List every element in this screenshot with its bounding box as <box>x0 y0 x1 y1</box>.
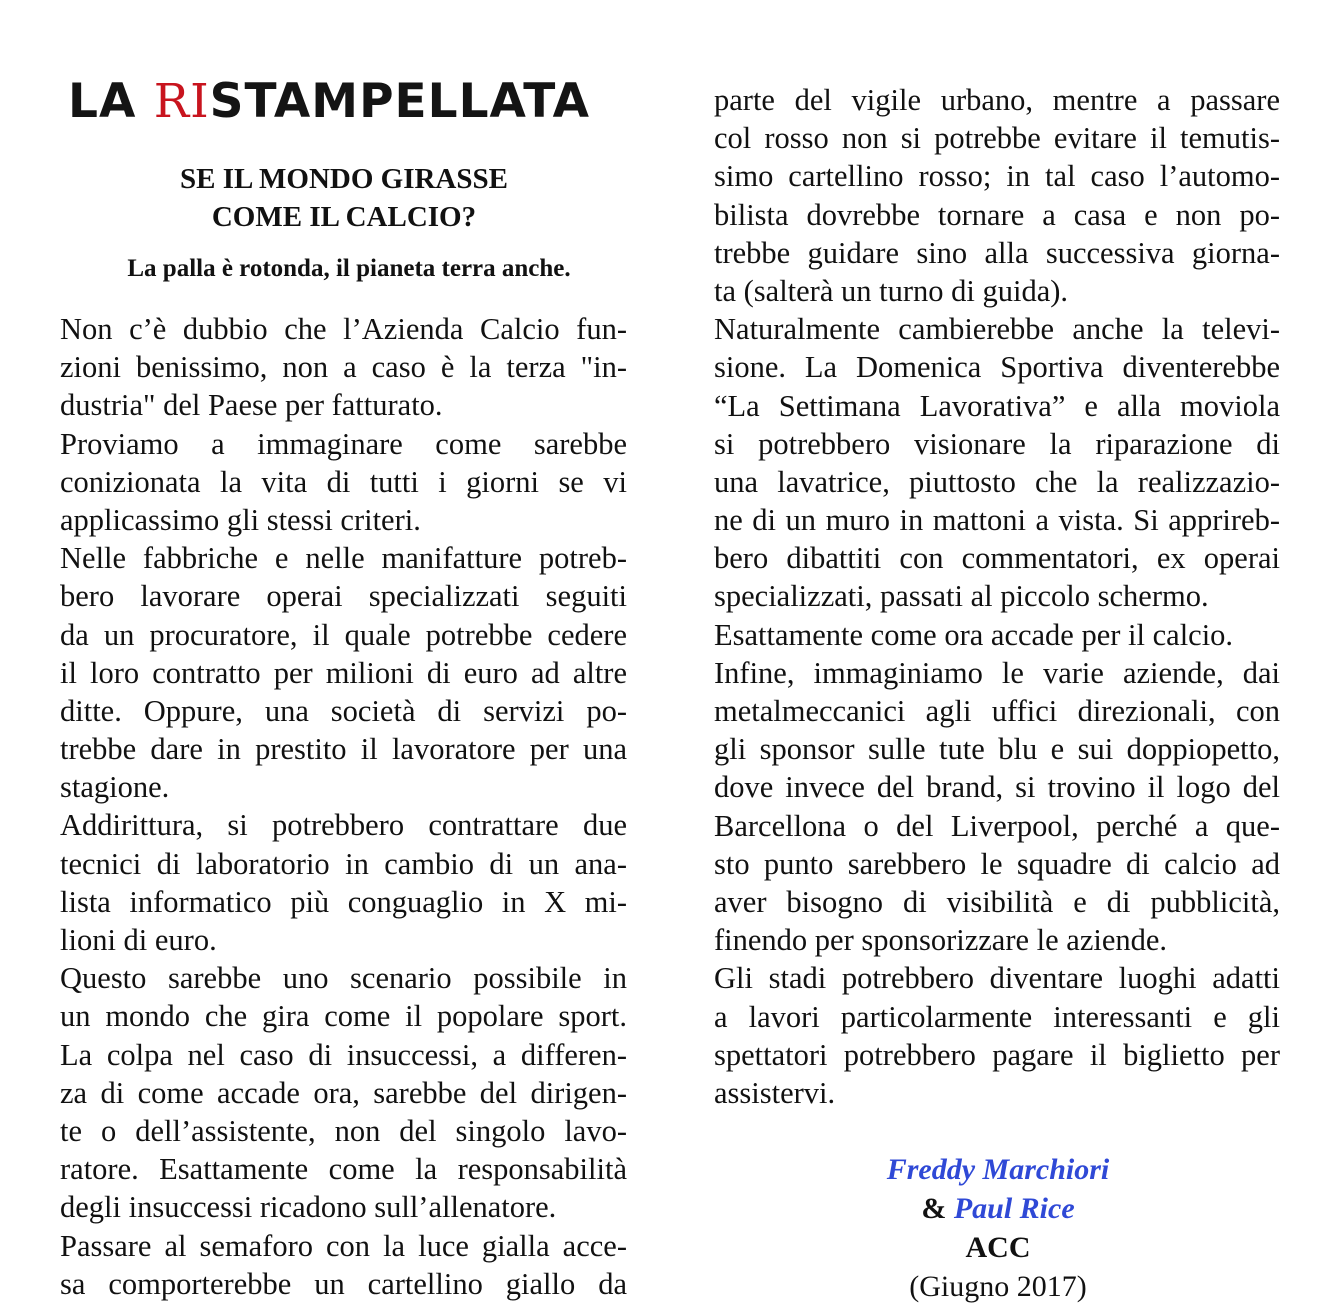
left-body-line: bero lavorare operai specializzati seguiti <box>60 579 627 614</box>
left-body-line: Passare al semaforo con la luce gialla acce- <box>60 1228 627 1263</box>
left-body-line: Proviamo a immaginare come sarebbe <box>60 426 627 461</box>
left-body-line: il loro contratto per milioni di euro ad altre <box>60 655 627 690</box>
right-body-line: a lavori particolarmente interessanti e gli <box>714 999 1280 1034</box>
right-body-line: sione. La Domenica Sportiva diventerebbe <box>714 350 1280 385</box>
masthead-prefix: LA <box>68 74 154 129</box>
left-body-line: dustria" del Paese per fatturato. <box>60 388 443 423</box>
right-body-line: Infine, immaginiamo le varie aziende, dai <box>714 655 1280 690</box>
right-body-line: bilista dovrebbe tornare a casa e non po- <box>714 197 1280 232</box>
right-body-line: una lavatrice, piuttosto che la realizzazio- <box>714 464 1280 499</box>
left-body-line: Nelle fabbriche e nelle manifatture potreb- <box>60 541 627 576</box>
right-body-line: gli sponsor sulle tute blu e sui doppiopetto, <box>714 732 1280 767</box>
left-body-line: te o dell’assistente, non del singolo lavo- <box>60 1113 627 1148</box>
masthead-logo <box>68 76 628 128</box>
masthead-suffix: STAMPELLATA <box>209 74 591 129</box>
right-body-line: si potrebbero visionare la riparazione di <box>714 426 1280 461</box>
right-body-line: ta (salterà un turno di guida). <box>714 273 1069 308</box>
headline-line-1: SE IL MONDO GIRASSE <box>180 163 508 195</box>
right-body-line: spettatori potrebbero pagare il biglietto per <box>714 1037 1280 1072</box>
article-headline <box>60 160 628 236</box>
left-body-line: lista informatico più conguaglio in X mi- <box>60 884 627 919</box>
right-body-line: trebbe guidare sino alla successiva giorna- <box>714 235 1280 270</box>
right-body-line: Barcellona o del Liverpool, perché a que- <box>714 808 1280 843</box>
right-body-line: “La Settimana Lavorativa” e alla moviola <box>714 388 1280 423</box>
author-1: Freddy Marchiori <box>886 1153 1110 1186</box>
left-body-line: sa comporterebbe un cartellino giallo da <box>60 1266 627 1301</box>
right-body-line: Esattamente come ora accade per il calcio. <box>714 617 1234 652</box>
article-body-right-column <box>714 81 1280 1112</box>
left-body-line: zioni benissimo, non a caso è la terza "in- <box>60 350 627 385</box>
right-body-line: finendo per sponsorizzare le aziende. <box>714 923 1168 958</box>
right-body-line: sto punto sarebbero le squadre di calcio ad <box>714 846 1280 881</box>
left-body-line: degli insuccessi ricadono sull’allenatore. <box>60 1190 557 1225</box>
right-body-line: simo cartellino rosso; in tal caso l’automo- <box>714 159 1280 194</box>
article-subhead: La palla è rotonda, il pianeta terra anche. <box>127 255 571 282</box>
left-body-line: ratore. Esattamente come la responsabilità <box>60 1152 627 1187</box>
right-body-line: Gli stadi potrebbero diventare luoghi adatti <box>714 961 1280 996</box>
left-body-line: trebbe dare in prestito il lavoratore per una <box>60 732 627 767</box>
right-body-line: aver bisogno di visibilità e di pubblicità, <box>714 884 1280 919</box>
left-body-line: lioni di euro. <box>60 923 217 957</box>
left-body-line: stagione. <box>60 770 170 805</box>
right-body-line: assistervi. <box>714 1075 836 1110</box>
right-body-line: Naturalmente cambierebbe anche la televi- <box>714 312 1280 347</box>
author-2-row <box>840 1189 1156 1228</box>
left-body-line: applicassimo gli stessi criteri. <box>60 502 421 537</box>
left-body-line: tecnici di laboratorio in cambio di un ana- <box>60 846 627 881</box>
left-body-line: ditte. Oppure, una società di servizi po- <box>60 693 627 728</box>
right-body-line: parte del vigile urbano, mentre a passare <box>714 83 1280 117</box>
article-body-left-column <box>60 310 627 1303</box>
headline-line-2: COME IL CALCIO? <box>211 201 477 233</box>
right-body-line: specializzati, passati al piccolo schermo. <box>714 579 1209 614</box>
right-body-line: ne di un muro in mattoni a vista. Si apprireb- <box>714 503 1280 538</box>
article-signature <box>840 1150 1156 1306</box>
left-body-line: da un procuratore, il quale potrebbe cedere <box>60 617 627 652</box>
left-body-line: Addirittura, si potrebbero contrattare due <box>60 808 627 843</box>
publication-date: (Giugno 2017) <box>909 1270 1087 1303</box>
left-body-line: un mondo che gira come il popolare sport. <box>60 999 627 1034</box>
right-body-line: col rosso non si potrebbe evitare il temutis- <box>714 121 1280 156</box>
organization: ACC <box>965 1231 1031 1264</box>
left-body-line: La colpa nel caso di insuccessi, a differen- <box>60 1037 627 1072</box>
right-body-line: metalmeccanici agli uffici direzionali, con <box>714 694 1280 728</box>
right-body-line: dove invece del brand, si trovino il logo del <box>714 770 1280 805</box>
left-body-line: Non c’è dubbio che l’Azienda Calcio fun- <box>60 312 627 346</box>
left-body-line: za di come accade ora, sarebbe del dirigen- <box>60 1075 627 1110</box>
author-2: Paul Rice <box>953 1192 1075 1225</box>
left-body-line: conizionata la vita di tutti i giorni se vi <box>60 464 627 499</box>
left-body-line: Questo sarebbe uno scenario possibile in <box>60 961 627 996</box>
masthead-highlight: RI <box>153 74 210 129</box>
ampersand: & <box>921 1192 954 1225</box>
right-body-line: bero dibattiti con commentatori, ex operai <box>714 541 1280 576</box>
